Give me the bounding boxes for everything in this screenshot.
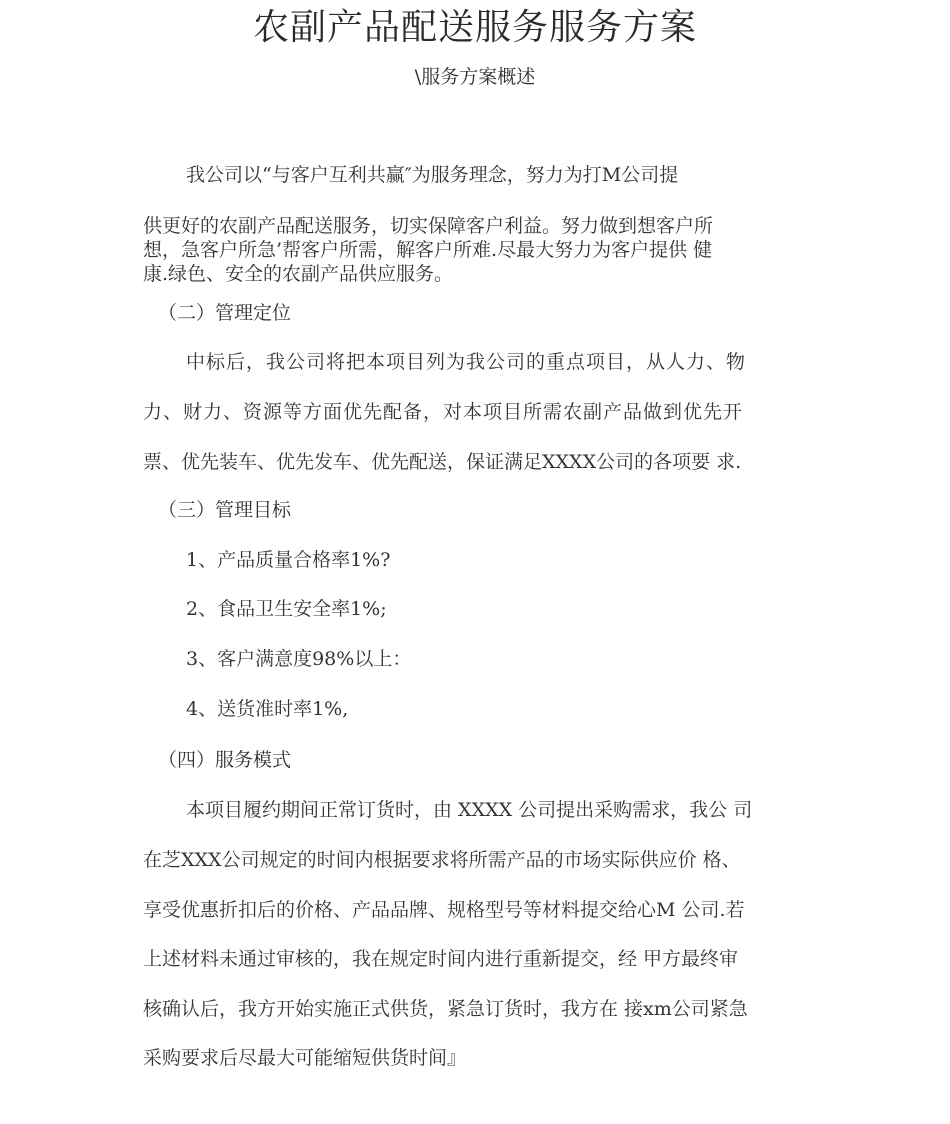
section-4-line-1: 本项目履约期间正常订货时，由 XXXX 公司提出采购需求，我公 司	[186, 799, 753, 821]
section-2-heading: （二）管理定位	[158, 302, 292, 324]
section-4-heading: （四）服务模式	[158, 749, 292, 771]
section-4-line-2: 在芝XXX公司规定的时间内根据要求将所需产品的市场实际供应价 格、	[143, 849, 741, 871]
intro-line-3: 想，急客户所急’帮客户所需，解客户所难.尽最大努力为客户提供 健	[143, 239, 713, 261]
section-4-line-3: 享受优惠折扣后的价格、产品品牌、规格型号等材料提交给心M 公司.若	[143, 899, 745, 921]
section-4-line-6: 采购要求后尽最大可能缩短供货时间』	[143, 1047, 467, 1069]
section-2-line-3: 票、优先装车、优先发车、优先配送，保证满足XXXX公司的各项要 求.	[143, 451, 742, 473]
goal-item-1: 1、产品质量合格率1%?	[186, 549, 391, 571]
intro-line-4: 康.绿色、安全的农副产品供应服务。	[143, 263, 454, 285]
document-title: 农副产品配送服务服务方案	[252, 7, 697, 48]
section-3-heading: （三）管理目标	[158, 499, 292, 521]
goal-item-2: 2、食品卫生安全率1%;	[186, 598, 387, 620]
goal-item-4: 4、送货准时率1%,	[186, 698, 349, 720]
intro-line-1: 我公司以“与客户互利共赢″为服务理念，努力为打M公司提	[186, 164, 679, 186]
goal-item-3: 3、客户满意度98%以上：	[186, 648, 412, 670]
intro-line-2: 供更好的农副产品配送服务，切实保障客户利益。努力做到想客户所	[143, 215, 714, 237]
section-2-line-2: 力、财力、资源等方面优先配备，对本项目所需农副产品做到优先开	[143, 401, 744, 423]
section-4-line-5: 核确认后，我方开始实施正式供货，紧急订货时，我方在 接xm公司紧急	[143, 998, 748, 1020]
section-2-line-1: 中标后，我公司将把本项目列为我公司的重点项目，从人力、物	[186, 351, 747, 373]
section-4-line-4: 上述材料未通过审核的，我在规定时间内进行重新提交，经 甲方最终审	[143, 948, 739, 970]
document-subtitle: \服务方案概述	[414, 66, 536, 88]
